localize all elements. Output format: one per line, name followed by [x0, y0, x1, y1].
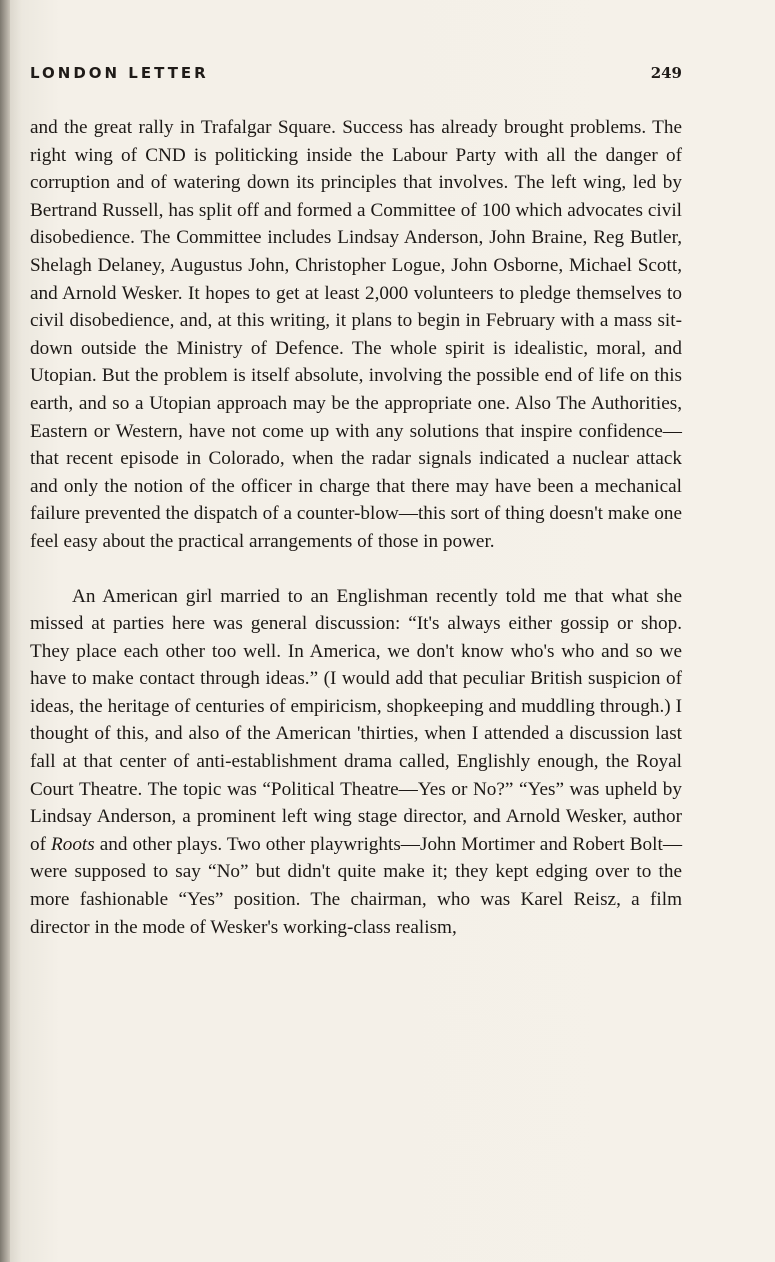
spine-shadow: [0, 0, 10, 1262]
paragraph-2-part-2: and other plays. Two other playwrights—John Mortimer and Robert Bolt—were supposed to say “No” but didn't quite make it; they kept edging over to the more fashionable “Yes” position. The chairman, who was Karel Reisz, a film director in the mode of Wesker's working-class realism,: [30, 833, 683, 938]
paragraph-2: [30, 583, 682, 942]
running-title: LONDON LETTER: [30, 64, 209, 82]
book-title-roots: Roots: [51, 833, 95, 855]
running-header: [30, 64, 682, 86]
body-text: [30, 114, 682, 941]
page-number: 249: [650, 64, 682, 82]
paragraph-1: and the great rally in Trafalgar Square. Success has already brought problems. The right wing of CND is politicking inside the Labour Party with all the danger of corruption and of watering down its principles that involves. The left wing, led by Bertrand Russell, has split off and formed a Committee of 100 which advocates civil disobedience. The Committee includes Lindsay Anderson, John Braine, Reg Butler, Shelagh Delaney, Augustus John, Christopher Logue, John Osborne, Michael Scott, and Arnold Wesker. It hopes to get at least 2,000 volunteers to pledge themselves to civil disobedience, and, at this writing, it plans to begin in February with a mass sit-down outside the Ministry of Defence. The whole spirit is idealistic, moral, and Utopian. But the problem is itself absolute, involving the possible end of life on this earth, and so a Utopian approach may be the appropriate one. Also The Authorities, Eastern or Western, have not come up with any solutions that inspire confidence—that recent episode in Colorado, when the radar signals indicated a nuclear attack and only the notion of the officer in charge that there may have been a mechanical failure prevented the dispatch of a counter-blow—this sort of thing doesn't make one feel easy about the practical arrangements of those in power.: [30, 117, 682, 552]
paragraph-2-part-1: An American girl married to an Englishman recently told me that what she missed at parties here was general discussion: “It's always either gossip or shop. They place each other too well. In America, we don't know who's who and so we have to make contact through ideas.” (I would add that peculiar British suspicion of ideas, the heritage of centuries of empiricism, shopkeeping and muddling through.) I thought of this, and also of the American 'thirties, when I attended a discussion last fall at that center of anti-establishment drama called, Englishly enough, the Royal Court Theatre. The topic was “Political Theatre—Yes or No?” “Yes” was upheld by Lindsay Anderson, a prominent left wing stage director, and Arnold Wesker, author of: [30, 585, 682, 855]
